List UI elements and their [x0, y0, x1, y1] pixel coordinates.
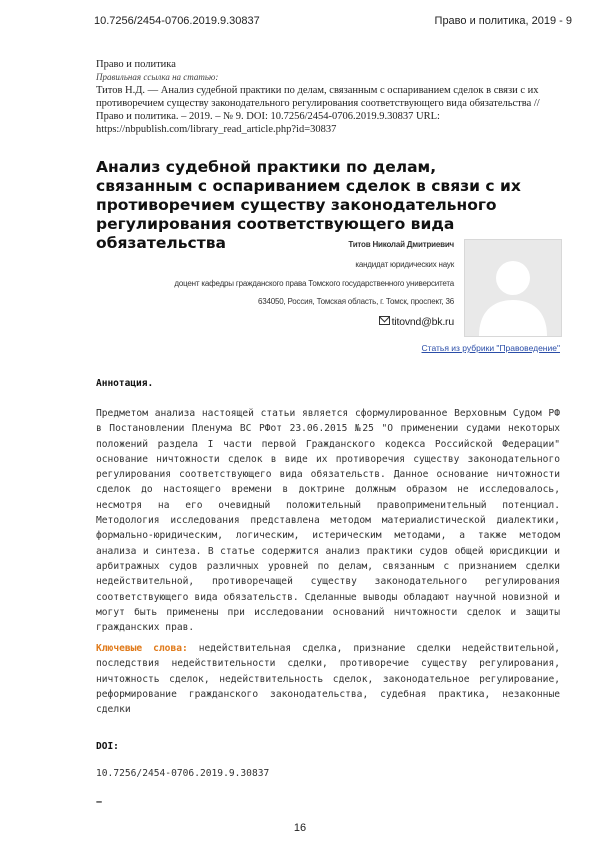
article-title: Анализ судебной практики по делам, связанным с оспариванием сделок в связи с их противоречием существу законодательного регулирования соответствующего вида обязательства — [96, 158, 521, 252]
doi-heading: DOI: — [96, 741, 119, 752]
avatar — [464, 239, 562, 337]
author-address: 634050, Россия, Томская область, г. Томск, проспект, 36 — [257, 297, 454, 306]
separator-dash: – — [96, 796, 103, 808]
author-email-text: titovnd@bk.ru — [391, 316, 454, 328]
annotation-heading: Аннотация. — [96, 378, 154, 389]
citation-text: Титов Н.Д. — Анализ судебной практики по делам, связанным с оспариванием сделок в связи с их противоречием существу законодательного регулирования соответствующего вида обязательства // Право и политика. – 2019. – № 9. DOI: 10.7256/2454-0706.2019.9.30837 URL: https://nbpublish.com/library_read_article.php?id=30837 — [96, 85, 540, 135]
rubric-link[interactable]: Статья из рубрики "Правоведение" — [421, 343, 560, 353]
keywords-label: Ключевые слова: — [96, 643, 188, 654]
author-name: Титов Николай Дмитриевич — [348, 240, 454, 249]
page-number: 16 — [293, 822, 307, 834]
header-doi: 10.7256/2454-0706.2019.9.30837 — [94, 15, 260, 27]
author-position: доцент кафедры гражданского права Томского государственного университета — [174, 279, 454, 288]
author-degree: кандидат юридических наук — [355, 260, 454, 269]
mail-icon — [379, 316, 390, 325]
annotation-text: Предметом анализа настоящей статьи является сформулированное Верховным Судом РФ в Постановлении Пленума ВС РФот 23.06.2015 №25 "О применении судами некоторых положений раздела I части первой Гражданского кодекса Российской Федерации" основание ничтожности сделок в виде их противоречия существу законодательного регулирования соответствующего вида обязательств. Данное основание ничтожности сделок до настоящего времени в доктрине должным образом не исследовалось, несмотря на его очевидный положительный правоприменительный потенциал. Методология исследования представлена методом материалистической диалектики, формально-юридическим, логическим, истерическим методами, а также методом анализа и синтеза. В статье содержится анализ практики судов общей юрисдикции и арбитражных судов различных уровней по делам, связанным с признанием сделки недействительной, противоречащей существу законодательного регулирования соответствующего вида обязательств. Сделанные выводы обладают научной новизной и могут быть применены при исследовании оснований ничтожности сделок и защиты гражданских прав. — [96, 408, 560, 634]
header-journal-issue: Право и политика, 2019 - 9 — [434, 15, 572, 27]
avatar-placeholder-icon — [465, 240, 561, 336]
author-email[interactable] — [379, 316, 454, 328]
citation-block — [96, 58, 556, 136]
citation-label: Правильная ссылка на статью: — [96, 72, 219, 82]
citation-journal: Право и политика — [96, 59, 176, 70]
keywords-text: недействительная сделка, признание сделки недействительной, последствия недействительности сделки, противоречие существу регулирования, ничтожность сделок, недействительность сделок, законодательное регулирование, реформирование гражданского законодательства, судебная практика, незаконные сделки — [96, 643, 561, 716]
doi-value: 10.7256/2454-0706.2019.9.30837 — [96, 768, 270, 779]
keywords-block — [96, 641, 560, 717]
